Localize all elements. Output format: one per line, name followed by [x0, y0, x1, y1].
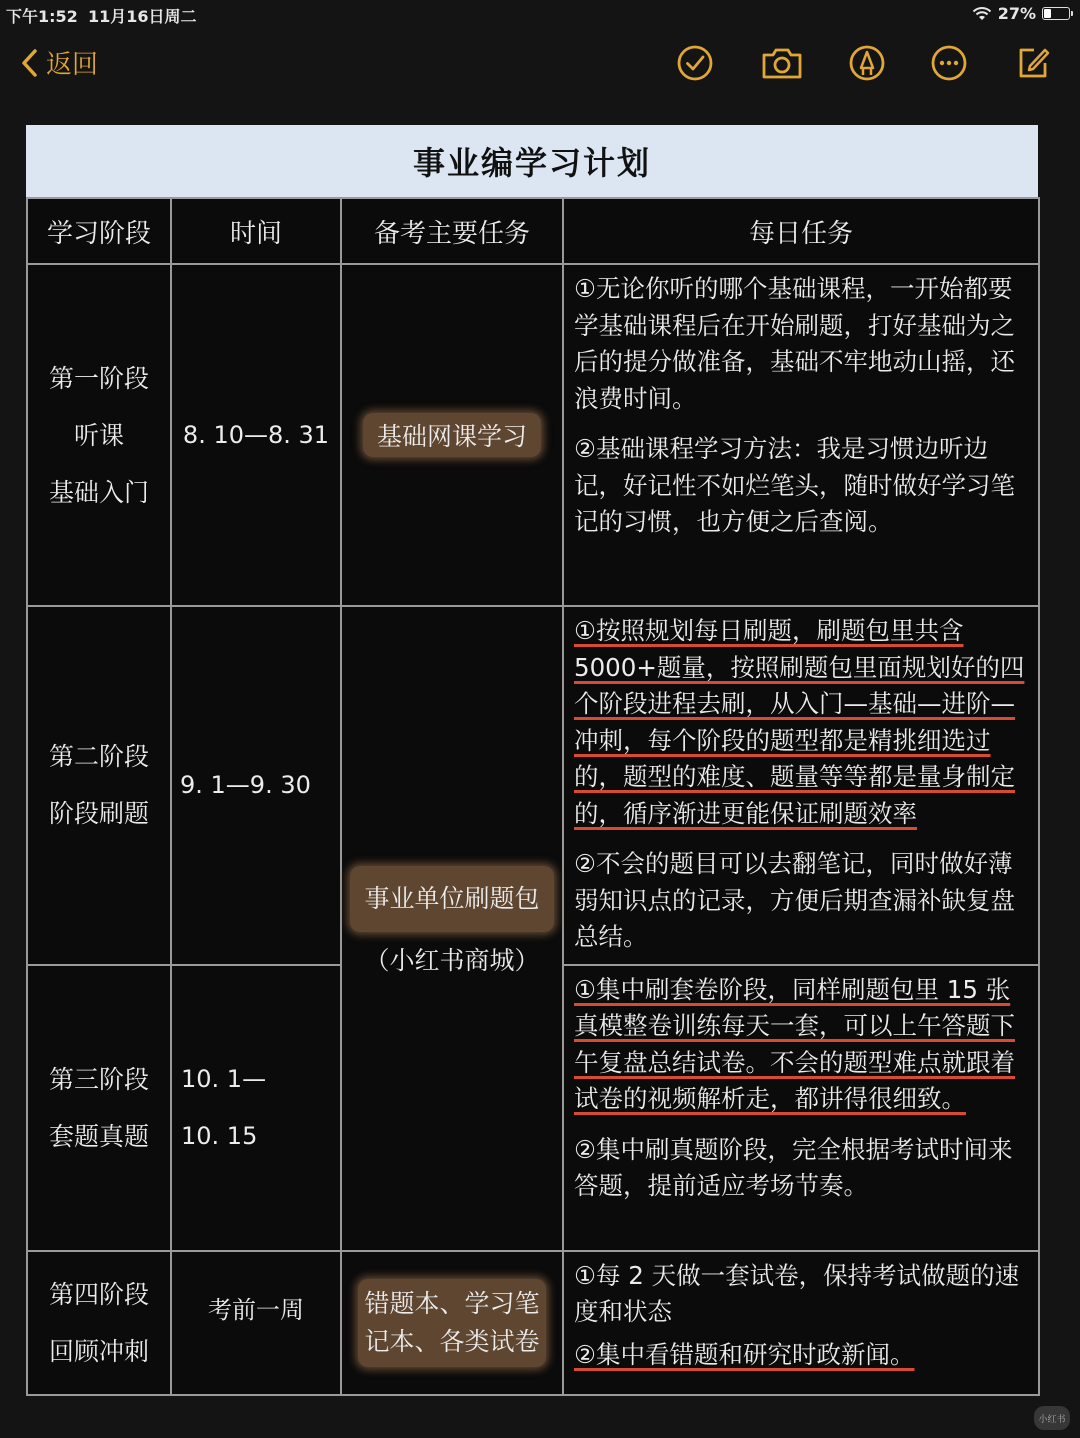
status-bar [0, 0, 1080, 30]
table-row [27, 264, 1039, 606]
sheet-title: 事业编学习计划 [26, 125, 1038, 197]
task-line: 记本、各类试卷 [364, 1326, 540, 1356]
stage-name: 第四阶段 [48, 1279, 149, 1309]
back-button[interactable] [20, 44, 98, 81]
wifi-icon [972, 6, 992, 22]
camera-icon[interactable] [760, 44, 804, 82]
highlighted-task: 事业单位刷题包 [350, 866, 553, 932]
underlined-text: ②集中看错题和研究时政新闻。 [574, 1339, 915, 1369]
stage-cell [27, 965, 171, 1251]
highlighted-task [358, 1279, 545, 1367]
more-options-icon[interactable] [930, 44, 968, 82]
study-plan-table [26, 197, 1040, 1396]
battery-percent: 27% [997, 4, 1036, 23]
daily-item [574, 613, 1030, 832]
stage-cell [27, 606, 171, 965]
time-cell: 8. 10—8. 31 [171, 264, 341, 606]
stage-name: 第三阶段 [48, 1064, 149, 1094]
daily-item: ②不会的题目可以去翻笔记，同时做好薄弱知识点的记录，方便后期查漏补缺复盘总结。 [574, 849, 1015, 951]
daily-task-cell [563, 264, 1039, 606]
status-right [972, 4, 1070, 23]
study-plan-sheet [26, 125, 1038, 1396]
time-cell: 考前一周 [171, 1251, 341, 1395]
underlined-text: ①集中刷套卷阶段，同样刷题包里 15 张真模整卷训练每天一套，可以上午答题下午复盘总结试卷。不会的题型难点就跟着试卷的视频解析走，都讲得很细致。 [574, 974, 1015, 1113]
notes-toolbar [0, 30, 1080, 100]
time-line: 10. 15 [181, 1121, 258, 1150]
battery-icon [1042, 7, 1070, 20]
task-line: 错题本、学习笔 [364, 1288, 540, 1318]
merged-main-task [342, 866, 562, 990]
checkmark-circle-icon[interactable] [676, 44, 714, 82]
stage-cell [27, 264, 171, 606]
table-row [27, 1251, 1039, 1395]
stage-line: 套题真题 [48, 1121, 149, 1151]
task-source: （小红书商城） [364, 946, 540, 976]
back-label: 返回 [46, 50, 99, 80]
stage-line: 阶段刷题 [48, 799, 149, 829]
stage-name: 第一阶段 [48, 363, 149, 393]
battery-level-fill [1044, 9, 1051, 18]
header-stage: 学习阶段 [27, 198, 171, 264]
header-main-task: 备考主要任务 [341, 198, 563, 264]
time-line: 10. 1— [181, 1064, 267, 1093]
header-daily-task: 每日任务 [563, 198, 1039, 264]
stage-line: 回顾冲刺 [48, 1336, 149, 1366]
main-task-cell [341, 1251, 563, 1395]
stage-name: 第二阶段 [48, 742, 149, 772]
daily-item: ①无论你听的哪个基础课程，一开始都要学基础课程后在开始刷题，打好基础为之后的提分做准备，基础不牢地动山摇，还浪费时间。 [574, 274, 1015, 413]
time-cell: 9. 1—9. 30 [171, 606, 341, 965]
daily-item: ②集中刷真题阶段，完全根据考试时间来答题，提前适应考场节奏。 [574, 1134, 1013, 1200]
table-row [27, 606, 1039, 965]
daily-item: ②基础课程学习方法：我是习惯边听边记，好记性不如烂笔头，随时做好学习笔记的习惯，也方便之后查阅。 [574, 434, 1015, 536]
daily-task-cell [563, 1251, 1039, 1395]
stage-cell [27, 1251, 171, 1395]
compose-icon[interactable] [1014, 44, 1052, 82]
header-time: 时间 [171, 198, 341, 264]
daily-task-cell [563, 606, 1039, 965]
stage-line: 听课 [73, 420, 124, 450]
time-cell [171, 965, 341, 1251]
daily-item: ①每 2 天做一套试卷，保持考试做题的速度和状态 [574, 1260, 1020, 1326]
daily-task-cell [563, 965, 1039, 1251]
status-date: 11月16日周二 [88, 7, 197, 26]
main-task-cell [341, 264, 563, 606]
chevron-left-icon [20, 48, 38, 78]
underlined-text: ①按照规划每日刷题，刷题包里共含5000+题量，按照刷题包里面规划好的四个阶段进程去刷，从入门—基础—进阶—冲刺，每个阶段的题型都是精挑细选过的，题型的难度、题量等等都是量身制定的，循序渐进更能保证刷题效率 [574, 616, 1025, 828]
daily-item [574, 972, 1030, 1118]
main-task-cell [341, 606, 563, 1251]
markup-pen-icon[interactable] [848, 44, 886, 82]
stage-line: 基础入门 [48, 477, 149, 507]
status-time: 下午1:52 [6, 7, 78, 26]
highlighted-task: 基础网课学习 [363, 413, 541, 457]
watermark-logo: 小红书 [1034, 1406, 1070, 1430]
table-header-row [27, 198, 1039, 264]
daily-item [574, 1337, 1030, 1374]
